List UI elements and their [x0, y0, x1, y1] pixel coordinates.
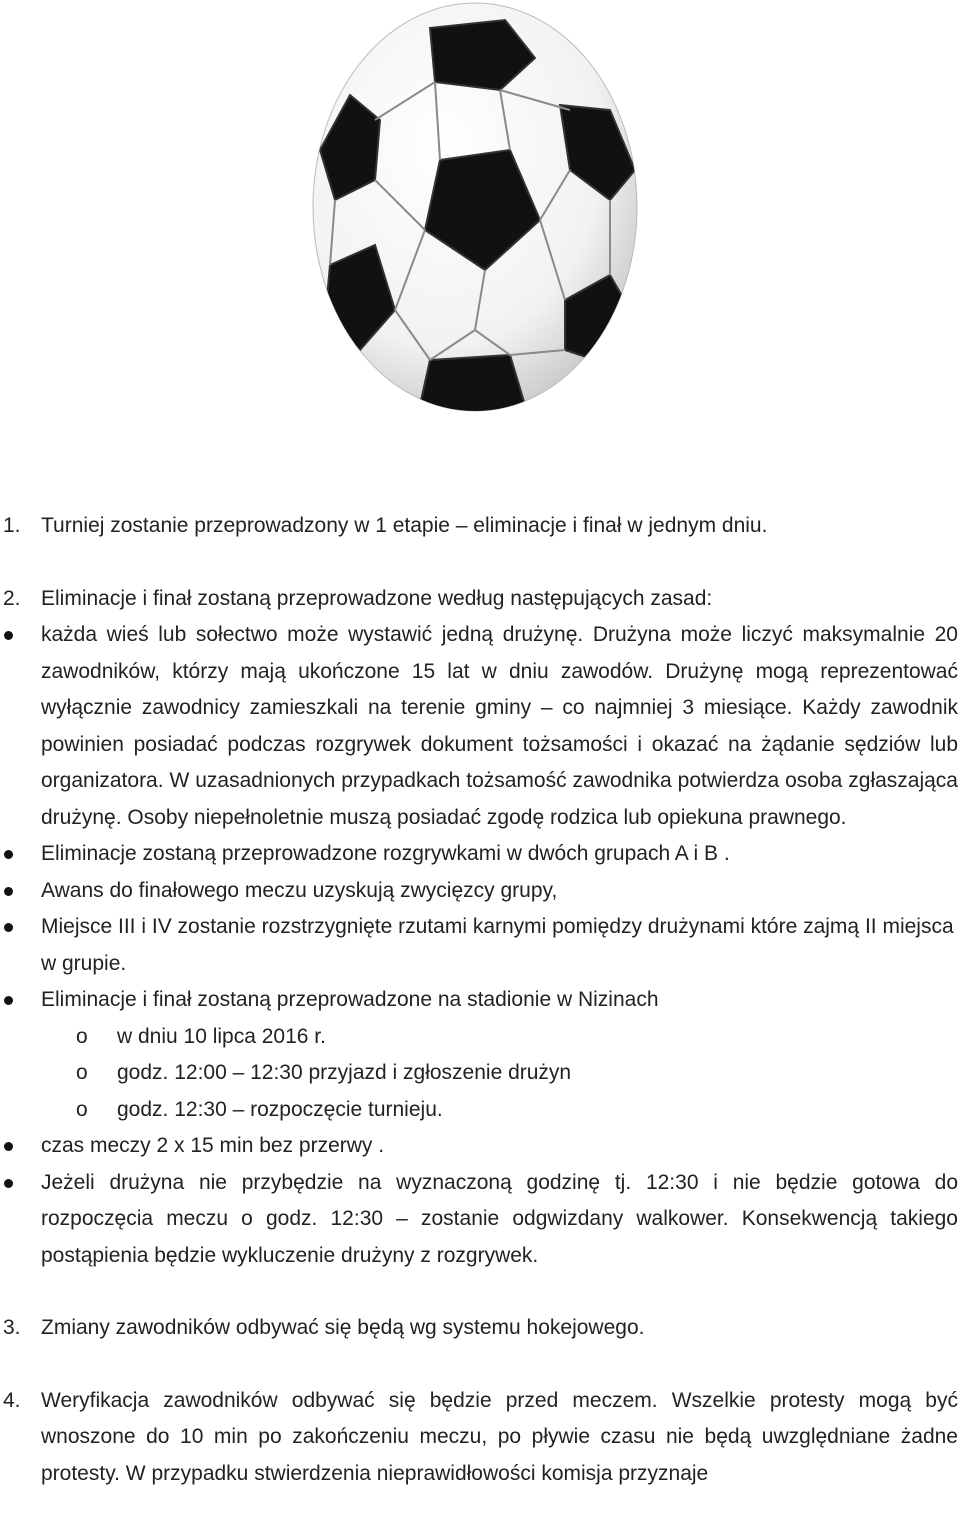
- bullet-text: Jeżeli drużyna nie przybędzie na wyznaczoną godzinę tj. 12:30 i nie będzie gotowa do rozpoczęcia meczu o godz. 12:30 – zostanie odgwizdany walkower. Konsekwencją takiego postąpienia będzie wykluczenie drużyny z rozgrywek.: [41, 1170, 958, 1267]
- bullet-item: [0, 1128, 960, 1165]
- sub-list-item: [0, 1055, 960, 1092]
- sub-text: godz. 12:00 – 12:30 przyjazd i zgłoszenie drużyn: [117, 1061, 572, 1084]
- bullet-item: [0, 909, 960, 982]
- item-number: 2.: [3, 586, 21, 610]
- bullet-icon: [4, 631, 13, 640]
- bullet-icon: [4, 1142, 13, 1151]
- bullet-text: Eliminacje zostaną przeprowadzone rozgrywkami w dwóch grupach A i B .: [41, 842, 730, 865]
- bullet-item: [0, 617, 960, 836]
- sub-marker: o: [76, 1061, 88, 1084]
- list-item: [0, 1383, 960, 1493]
- sub-list-item: [0, 1092, 960, 1129]
- item-number: 1.: [3, 514, 21, 537]
- soccer-ball-image: [310, 0, 640, 415]
- list-item: [0, 1310, 960, 1347]
- bullet-item: [0, 836, 960, 873]
- sub-text: godz. 12:30 – rozpoczęcie turnieju.: [117, 1097, 443, 1121]
- bullet-icon: [4, 887, 13, 896]
- item-number: 3.: [3, 1316, 21, 1339]
- bullet-item: [0, 1165, 960, 1275]
- item-text: Eliminacje i finał zostaną przeprowadzone według następujących zasad:: [41, 586, 713, 610]
- bullet-text: każda wieś lub sołectwo może wystawić jedną drużynę. Drużyna może liczyć maksymalnie 20 zawodników, którzy mają ukończone 15 lat w dniu zawodów. Drużynę mogą reprezentować wyłącznie zawodnicy zamieszkali na terenie gminy – co najmniej 3 miesiące. Każdy zawodnik powinien posiadać podczas rozgrywek dokument tożsamości i okazać na żądanie sędziów lub organizatora. W uzasadnionych przypadkach tożsamość zawodnika potwierdza osoba zgłaszająca drużynę. Osoby niepełnoletnie muszą posiadać zgodę rodzica lub opiekuna prawnego.: [41, 623, 958, 829]
- bullet-icon: [4, 923, 13, 932]
- bullet-icon: [4, 996, 13, 1005]
- bullet-text: Awans do finałowego meczu uzyskują zwycięzcy grupy,: [41, 878, 558, 902]
- sub-list-item: [0, 1019, 960, 1056]
- item-text: Turniej zostanie przeprowadzony w 1 etapie – eliminacje i finał w jednym dniu.: [41, 514, 768, 537]
- sub-marker: o: [76, 1024, 88, 1048]
- bullet-icon: [4, 850, 13, 859]
- bullet-icon: [4, 1179, 13, 1188]
- item-number: 4.: [3, 1388, 21, 1412]
- bullet-text: Miejsce III i IV zostanie rozstrzygnięte rzutami karnymi pomiędzy drużynami które zajmą II miejsca w grupie.: [41, 915, 954, 975]
- list-item: [0, 581, 960, 618]
- item-text: Weryfikacja zawodników odbywać się będzie przed meczem. Wszelkie protesty mogą być wnoszone do 10 min po zakończeniu meczu, po pływie czasu nie będą uwzględniane żadne protesty. W przypadku stwierdzenia nieprawidłowości komisja przyznaje: [41, 1388, 958, 1485]
- sub-marker: o: [76, 1097, 88, 1121]
- sub-text: w dniu 10 lipca 2016 r.: [117, 1024, 326, 1048]
- bullet-text: czas meczy 2 x 15 min bez przerwy .: [41, 1134, 385, 1157]
- rules-document: [0, 508, 960, 1492]
- list-item: [0, 508, 960, 545]
- soccer-ball-icon: [310, 0, 640, 415]
- item-text: Zmiany zawodników odbywać się będą wg systemu hokejowego.: [41, 1316, 645, 1339]
- bullet-text: Eliminacje i finał zostaną przeprowadzone na stadionie w Nizinach: [41, 988, 659, 1011]
- bullet-item: [0, 873, 960, 910]
- bullet-item: [0, 982, 960, 1019]
